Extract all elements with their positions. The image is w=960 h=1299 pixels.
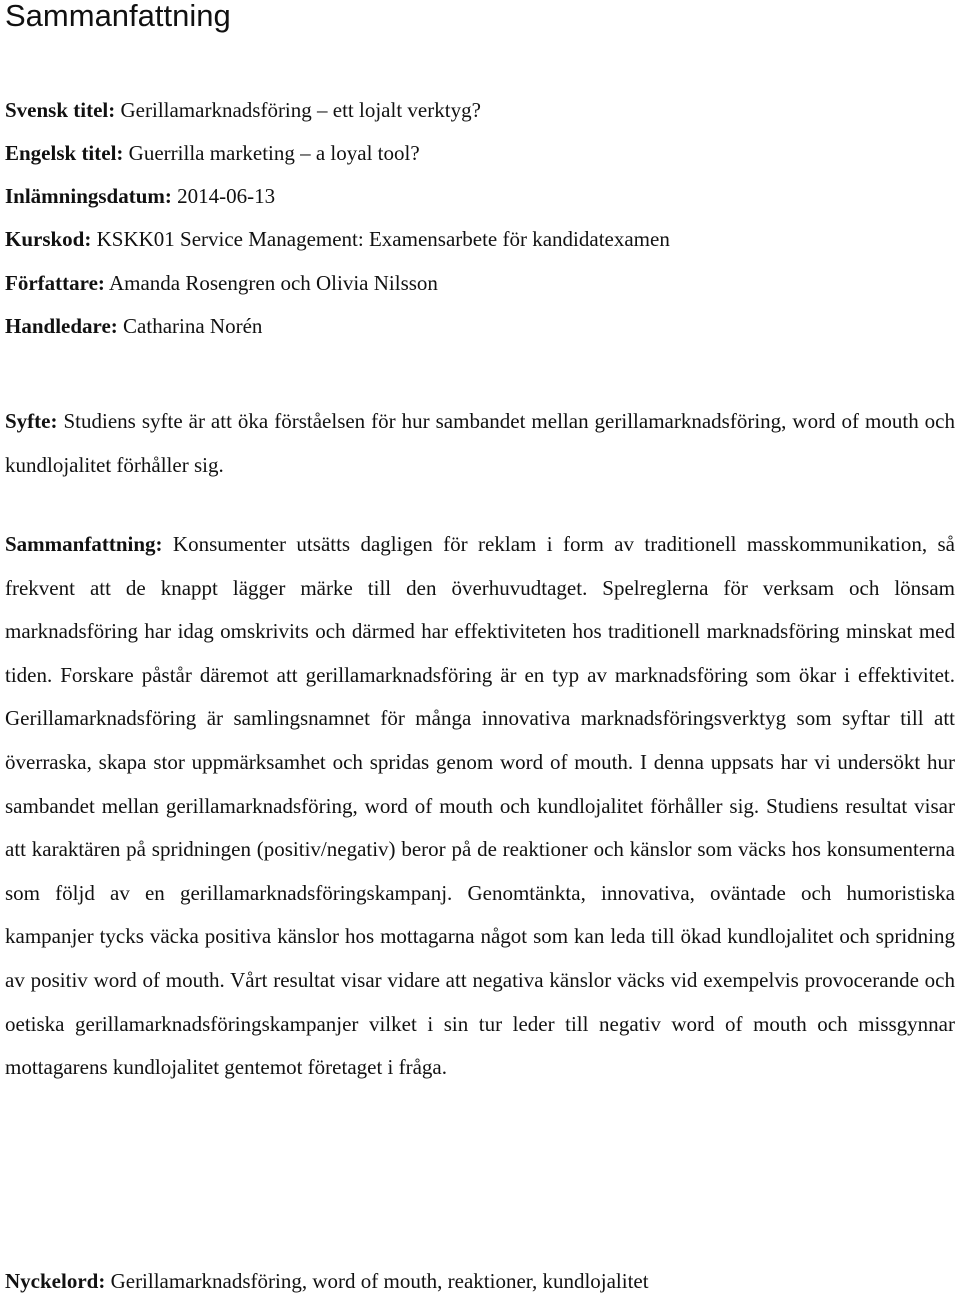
meta-submission-date xyxy=(5,184,275,208)
keywords-paragraph xyxy=(5,1268,955,1294)
meta-label: Handledare: xyxy=(5,314,118,338)
summary-text: Konsumenter utsätts dagligen för reklam i form av traditionell masskommunikation, så frekvent att de knappt lägger märke till den överhuvudtaget. Spelreglerna för verksam och lönsam marknadsföring har idag omskrivits och därmed har effektiviteten hos traditionell marknadsföring minskat med tiden. Forskare påstår däremot att gerillamarknadsföring är en typ av marknadsföring som ökar i effektivitet. Gerillamarknadsföring är samlingsnamnet för många innovativa marknadsföringsverktyg som syftar till att överraska, skapa stor uppmärksamhet och spridas genom word of mouth. I denna uppsats har vi undersökt hur sambandet mellan gerillamarknadsföring, word of mouth och kundlojalitet förhåller sig. Studiens resultat visar att karaktären på spridningen (positiv/negativ) beror på de reaktioner och känslor som väcks hos konsumenterna som följd av en gerillamarknadsföringskampanj. Genomtänkta, innovativa, oväntade och humoristiska kampanjer tycks väcka positiva känslor hos mottagarna något som kan leda till ökad kundlojalitet och spridning av positiv word of mouth. Vårt resultat visar vidare att negativa känslor väcks vid exempelvis provocerande och oetiska gerillamarknadsföringskampanjer vilket i sin tur leder till negativ word of mouth och missgynnar mottagarens kundlojalitet gentemot företaget i fråga. xyxy=(5,532,956,1080)
meta-value: Catharina Norén xyxy=(123,314,263,338)
meta-value: 2014-06-13 xyxy=(177,184,276,208)
meta-label: Svensk titel: xyxy=(5,98,116,122)
meta-value: Guerrilla marketing – a loyal tool? xyxy=(128,141,420,165)
meta-value: KSKK01 Service Management: Examensarbete för kandidatexamen xyxy=(96,227,670,251)
meta-value: Amanda Rosengren och Olivia Nilsson xyxy=(108,271,438,295)
purpose-paragraph xyxy=(5,399,955,487)
meta-label: Författare: xyxy=(5,271,105,295)
summary-label: Sammanfattning: xyxy=(5,532,163,556)
purpose-label: Syfte: xyxy=(5,409,58,433)
meta-authors xyxy=(5,271,438,295)
meta-english-title xyxy=(5,141,420,165)
meta-label: Engelsk titel: xyxy=(5,141,124,165)
purpose-text: Studiens syfte är att öka förståelsen för hur sambandet mellan gerillamarknadsföring, word of mouth och kundlojalitet förhåller sig. xyxy=(5,409,956,477)
meta-label: Kurskod: xyxy=(5,227,92,251)
page-heading: Sammanfattning xyxy=(5,0,231,33)
keywords-text: Gerillamarknadsföring, word of mouth, reaktioner, kundlojalitet xyxy=(110,1269,649,1293)
keywords-label: Nyckelord: xyxy=(5,1269,106,1293)
meta-course-code xyxy=(5,227,670,251)
meta-swedish-title xyxy=(5,98,481,122)
meta-label: Inlämningsdatum: xyxy=(5,184,172,208)
meta-supervisor xyxy=(5,314,262,338)
meta-value: Gerillamarknadsföring – ett lojalt verktyg? xyxy=(120,98,481,122)
summary-paragraph xyxy=(5,523,955,1090)
